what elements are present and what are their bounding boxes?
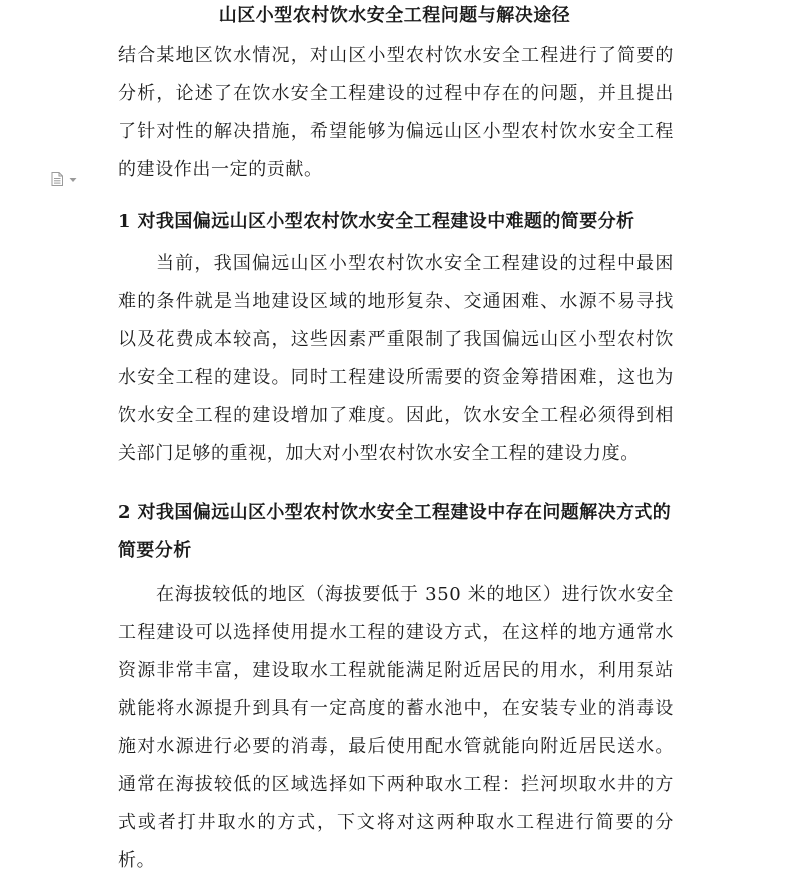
abstract-paragraph: 结合某地区饮水情况，对山区小型农村饮水安全工程进行了简要的分析，论述了在饮水安全工程建设的过程中存在的问题，并且提出了针对性的解决措施，希望能够为偏远山区小型农村饮水安全工程的建设作出一定的贡献。: [118, 45, 674, 180]
document-title: 山区小型农村饮水安全工程问题与解决途径: [218, 5, 571, 26]
section-1-paragraph: 当前，我国偏远山区小型农村饮水安全工程建设的过程中最困难的条件就是当地建设区域的地形复杂、交通困难、水源不易寻找以及花费成本较高，这些因素严重限制了我国偏远山区小型农村饮水安全工程的建设。同时工程建设所需要的资金筹措困难，这也为饮水安全工程的建设增加了难度。因此，饮水安全工程必须得到相关部门足够的重视，加大对小型农村饮水安全工程的建设力度。: [118, 253, 674, 464]
section-2-heading: 2 对我国偏远山区小型农村饮水安全工程建设中存在问题解决方式的简要分析: [118, 502, 672, 561]
section-1-heading: 1 对我国偏远山区小型农村饮水安全工程建设中难题的简要分析: [118, 211, 635, 232]
section-2-paragraph: 在海拔较低的地区（海拔要低于 350 米的地区）进行饮水安全工程建设可以选择使用提水工程的建设方式，在这样的地方通常水资源非常丰富，建设取水工程就能满足附近居民的用水，利用泵站就能将水源提升到具有一定高度的蓄水池中，在安装专业的消毒设施对水源进行必要的消毒，最后使用配水管就能向附近居民送水。通常在海拔较低的区域选择如下两种取水工程：拦河坝取水井的方式或者打井取水的方式，下文将对这两种取水工程进行简要的分析。: [118, 584, 674, 871]
chevron-down-icon[interactable]: [69, 177, 77, 183]
document-icon[interactable]: [51, 172, 63, 186]
